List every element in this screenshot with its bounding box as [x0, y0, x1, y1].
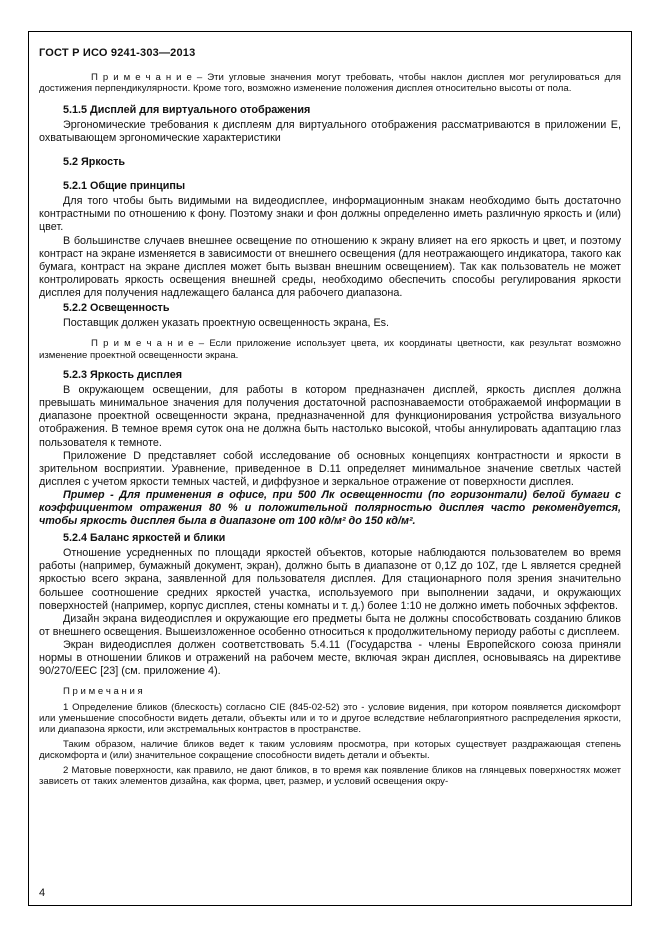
- paragraph: В окружающем освещении, для работы в котором предназначен дисплей, яркость дисплея должна превышать минимальное значения для получения достаточной распознаваемости отображаемой информации в диапазоне проектной освещенности экрана, предназначенной для функционирования устройства визуального отображения. В темное время суток она не должна быть настолько высокой, чтобы аннулировать адаптацию глаз пользователя к темноте.: [39, 384, 621, 449]
- section-heading-5-2-2: 5.2.2 Освещенность: [63, 302, 170, 315]
- example-paragraph: Пример - Для применения в офисе, при 500 Лк освещенности (по горизонтали) белой бумаги с коэффициентом отражения 80 % и положительной полярностью дисплея часто рекомендуется, чтобы яркость дисплея была в диапазоне от 100 кд/м² до 150 кд/м².: [39, 488, 621, 528]
- section-heading-5-1-5: 5.1.5 Дисплей для виртуального отображения: [63, 103, 311, 116]
- section-heading-5-2-3: 5.2.3 Яркость дисплея: [63, 369, 183, 382]
- notes-label: П р и м е ч а н и я: [63, 686, 143, 698]
- note-paragraph: П р и м е ч а н и е – Если приложение использует цвета, их координаты цветности, как результат возможно изменение проектной освещенности экрана.: [39, 338, 621, 361]
- paragraph: Приложение D представляет собой исследование об основных концепциях контрастности и яркости в зрительном восприятии. Уравнение, приведенное в D.11 определяет минимальное значение светлых частей дисплея с учетом яркости темных частей, и диффузное и зеркальное отражение от поверхности дисплея.: [39, 449, 621, 488]
- note-paragraph: 2 Матовые поверхности, как правило, не дают бликов, в то время как появление бликов на глянцевых поверхностях может зависеть от таких элементов дизайна, как форма, цвет, размер, и условий освещения окру-: [39, 764, 621, 788]
- paragraph: В большинстве случаев внешнее освещение по отношению к экрану влияет на его яркость и цвет, и поэтому контраст на экране изменяется в зависимости от внешнего освещения (для неотражающего индикатора, такого как бумага, контраст на экране дисплея может быть вызван внешним освещением). Так как пользователь не может контролировать яркость освещения внешней среды, необходимо обеспечить способы регулирования яркости дисплея для получения надлежащего баланса для рабочего диапазона.: [39, 234, 621, 299]
- note-paragraph: Таким образом, наличие бликов ведет к таким условиям просмотра, при которых существует раздражающая степень дискомфорта и (или) значительное сокращение способности видеть детали и объекты.: [39, 738, 621, 762]
- paragraph: Для того чтобы быть видимыми на видеодисплее, информационным знакам необходимо быть достаточно контрастными по отношению к фону. Поэтому знаки и фон должны определенно иметь различную яркость и (или) цвет.: [39, 195, 621, 234]
- section-heading-5-2: 5.2 Яркость: [63, 156, 126, 169]
- note-paragraph: П р и м е ч а н и е – Эти угловые значения могут требовать, чтобы наклон дисплея мог регулироваться для достижения перпендикулярности. Кроме того, возможно изменение положения дисплея относительно высоты от пола.: [39, 72, 621, 95]
- document-title: ГОСТ Р ИСО 9241-303—2013: [39, 47, 196, 59]
- page-frame: [28, 31, 632, 906]
- paragraph: Экран видеодисплея должен соответствовать 5.4.11 (Государства - члены Европейского союза приняли нормы в отношении бликов и отражений на рабочем месте, включая экран дисплея, основываясь на директиве 90/270/ЕЕС [23] (см. приложение 4).: [39, 638, 621, 678]
- page-number: 4: [39, 887, 46, 899]
- paragraph: Дизайн экрана видеодисплея и окружающие его предметы быта не должны способствовать созданию бликов от внешнего освещения. Вышеизложенное особенно относиться к продолжительному периоду работы с дисплеем.: [39, 612, 621, 638]
- paragraph: Отношение усредненных по площади яркостей объектов, которые наблюдаются пользователем во время работы (например, бумажный документ, экран), должно быть в диапазоне от 0,1Z до 10Z, где L является средней яркостью всего экрана, заявленной для пользователя дисплея. Для стационарного поля зрения значительно большее соотношение средних яркостей участка, используемого при выполнении задачи, и окружающих поверхностей (например, корпус дисплея, стены комнаты и т. д.) более 1:10 не должно иметь побочных эффектов.: [39, 547, 621, 612]
- paragraph: Поставщик должен указать проектную освещенность экрана, Es.: [63, 317, 390, 330]
- paragraph: Эргономические требования к дисплеям для виртуального отображения рассматриваются в приложении E, охватывающем эргономические характеристики: [39, 118, 621, 144]
- note-paragraph: 1 Определение бликов (блескость) согласно CIE (845-02-52) это - условие видения, при котором появляется дискомфорт или уменьшение способности видеть детали, объекты или и то и другое вследствие неблагоприятного распределения яркости, или диапазона яркости, или экстремальных контрастов в пространстве.: [39, 701, 621, 736]
- section-heading-5-2-4: 5.2.4 Баланс яркостей и блики: [63, 532, 226, 545]
- section-heading-5-2-1: 5.2.1 Общие принципы: [63, 180, 186, 193]
